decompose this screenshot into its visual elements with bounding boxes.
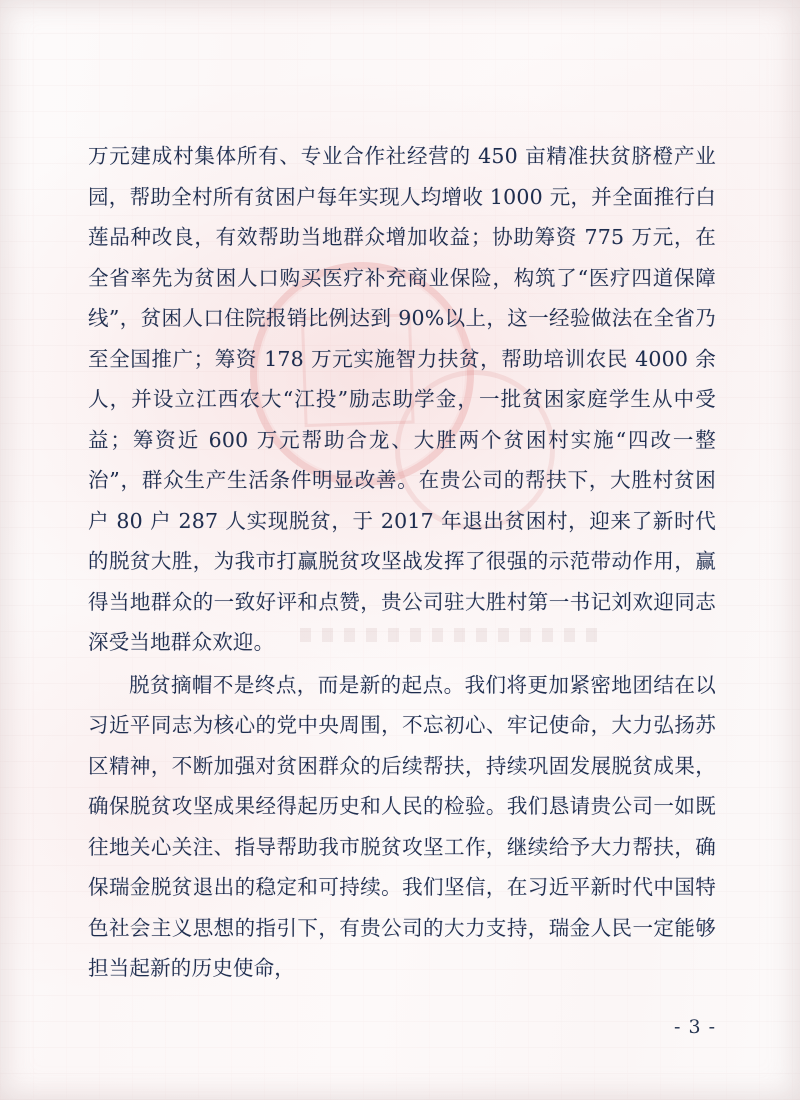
page-number: - 3 - [673,1016,716,1038]
paragraph-1: 万元建成村集体所有、专业合作社经营的 450 亩精准扶贫脐橙产业园，帮助全村所有贫困户每年实现人均增收 1000 元，并全面推行白莲品种改良，有效帮助当地群众增加收益；协助筹资 775 万元，在全省率先为贫困人口购买医疗补充商业保险，构筑了“医疗四道保障线”，贫困人口住院报销比例达到 90%以上，这一经验做法在全省乃至全国推广；筹资 178 万元实施智力扶贫，帮助培训农民 4000 余人，并设立江西农大“江投”励志助学金，一批贫困家庭学生从中受益；筹资近 600 万元帮助合龙、大胜两个贫困村实施“四改一整治”，群众生产生活条件明显改善。在贵公司的帮扶下，大胜村贫困户 80 户 287 人实现脱贫，于 2017 年退出贫困村，迎来了新时代的脱贫大胜，为我市打赢脱贫攻坚战发挥了很强的示范带动作用，赢得当地群众的一致好评和点赞，贵公司驻大胜村第一书记刘欢迎同志深受当地群众欢迎。 [88,144,716,654]
document-body [88,136,716,991]
paragraph-2: 脱贫摘帽不是终点，而是新的起点。我们将更加紧密地团结在以习近平同志为核心的党中央周围，不忘初心、牢记使命，大力弘扬苏区精神，不断加强对贫困群众的后续帮扶，持续巩固发展脱贫成果，确保脱贫攻坚成果经得起历史和人民的检验。我们恳请贵公司一如既往地关心关注、指导帮助我市脱贫攻坚工作，继续给予大力帮扶，确保瑞金脱贫退出的稳定和可持续。我们坚信，在习近平新时代中国特色社会主义思想的指引下，有贵公司的大力支持，瑞金人民一定能够担当起新的历史使命， [88,672,716,980]
